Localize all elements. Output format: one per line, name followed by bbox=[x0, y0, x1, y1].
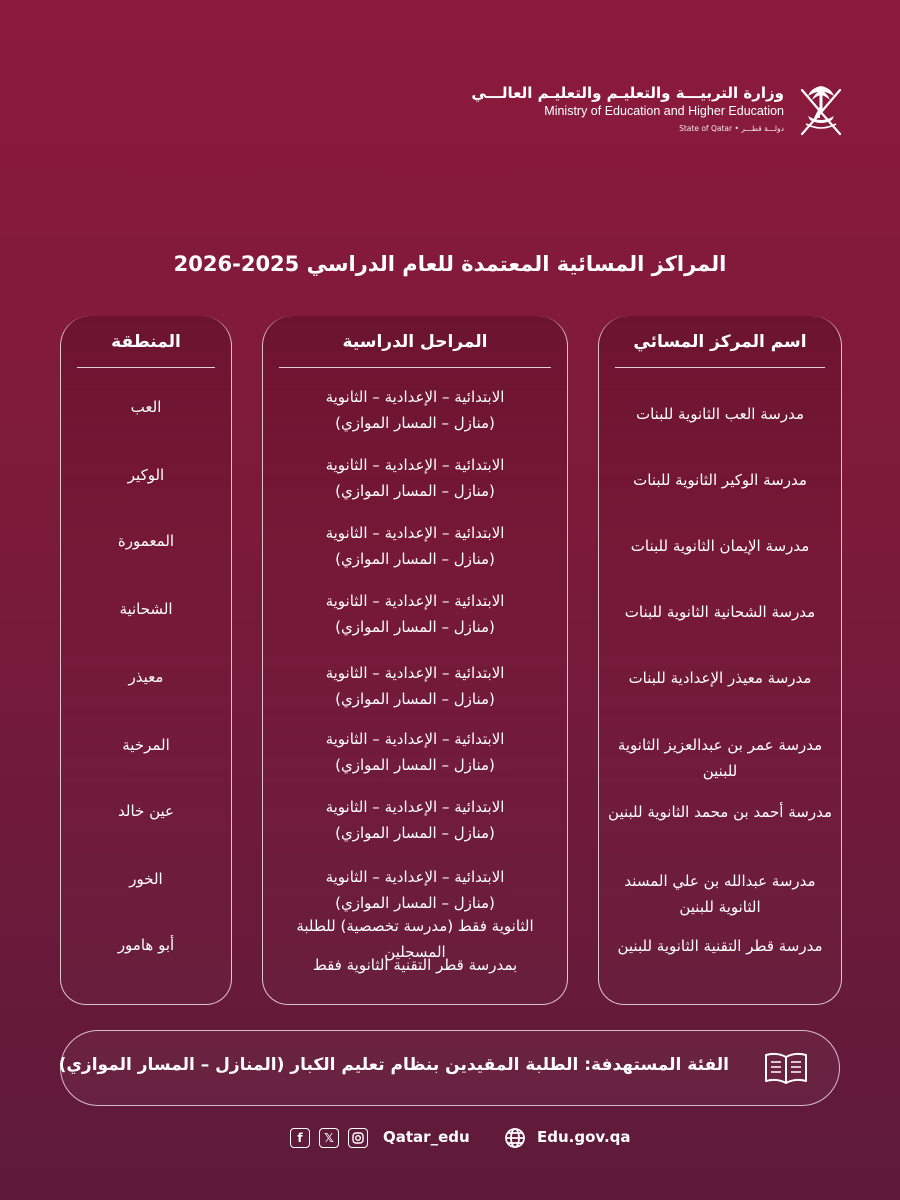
stages-line-1: الابتدائية – الإعدادية – الثانوية bbox=[325, 388, 505, 406]
column-header-region: المنطقة bbox=[111, 332, 181, 352]
stages-line-1: الابتدائية – الإعدادية – الثانوية bbox=[325, 868, 505, 886]
region-cell: المرخية bbox=[122, 736, 170, 754]
stages-line-2: (منازل – المسار الموازي) bbox=[335, 618, 495, 636]
region-cell: الشحانية bbox=[119, 600, 173, 618]
ministry-logo bbox=[471, 80, 846, 144]
region-cell: معيذر bbox=[128, 668, 164, 686]
center-cell: مدرسة معيذر الإعدادية للبنات bbox=[628, 669, 812, 687]
center-cell: مدرسة العب الثانوية للبنات bbox=[635, 405, 805, 423]
stages-line-1: الابتدائية – الإعدادية – الثانوية bbox=[325, 798, 505, 816]
column-header-center: اسم المركز المسائي bbox=[633, 332, 807, 352]
column-stages bbox=[262, 316, 568, 1005]
stages-line-2: (منازل – المسار الموازي) bbox=[335, 414, 495, 432]
center-cell: مدرسة الوكير الثانوية للبنات bbox=[633, 471, 807, 489]
stages-line-2: بمدرسة قطر التقنية الثانوية فقط bbox=[312, 956, 518, 974]
stages-line-2: (منازل – المسار الموازي) bbox=[335, 690, 495, 708]
column-header-stages: المراحل الدراسية bbox=[342, 332, 488, 352]
open-book-icon bbox=[763, 1051, 809, 1087]
target-audience-text: الفئة المستهدفة: الطلبة المقيدين بنظام تعليم الكبار (المنازل – المسار الموازي) bbox=[58, 1055, 729, 1075]
center-cell: مدرسة قطر التقنية الثانوية للبنين bbox=[617, 937, 823, 955]
stages-line-1: الابتدائية – الإعدادية – الثانوية bbox=[325, 456, 505, 474]
website-link[interactable]: Edu.gov.qa bbox=[537, 1128, 631, 1146]
region-cell: أبو هامور bbox=[117, 936, 175, 954]
stages-line-1: الابتدائية – الإعدادية – الثانوية bbox=[325, 664, 505, 682]
stages-line-1: الابتدائية – الإعدادية – الثانوية bbox=[325, 730, 505, 748]
region-cell: المعمورة bbox=[117, 532, 175, 550]
region-cell: الخور bbox=[129, 870, 163, 888]
region-cell: الوكير bbox=[127, 466, 165, 484]
stages-line-2: (منازل – المسار الموازي) bbox=[335, 482, 495, 500]
globe-icon bbox=[504, 1127, 526, 1149]
column-divider bbox=[279, 367, 551, 368]
column-divider bbox=[77, 367, 215, 368]
instagram-icon[interactable] bbox=[348, 1128, 368, 1148]
ministry-name-english: Ministry of Education and Higher Education bbox=[544, 104, 784, 118]
stages-line-1: الابتدائية – الإعدادية – الثانوية bbox=[325, 524, 505, 542]
stages-line-2: (منازل – المسار الموازي) bbox=[335, 894, 495, 912]
target-audience-box bbox=[60, 1030, 840, 1106]
region-cell: عين خالد bbox=[118, 802, 174, 820]
center-cell: مدرسة الإيمان الثانوية للبنات bbox=[630, 537, 810, 555]
stages-line-1: الثانوية فقط (مدرسة تخصصية) للطلبة المسجلين bbox=[296, 917, 534, 961]
qatar-emblem-icon bbox=[796, 80, 846, 140]
x-twitter-icon[interactable]: 𝕏 bbox=[319, 1128, 339, 1148]
stages-line-2: (منازل – المسار الموازي) bbox=[335, 824, 495, 842]
column-divider bbox=[615, 367, 825, 368]
ministry-name-arabic: وزارة التربيـــة والتعليـم والتعليـم العالـــي bbox=[471, 84, 784, 102]
stages-line-2: (منازل – المسار الموازي) bbox=[335, 756, 495, 774]
page-title: المراكز المسائية المعتمدة للعام الدراسي 2025-2026 bbox=[173, 252, 727, 276]
stages-line-1: الابتدائية – الإعدادية – الثانوية bbox=[325, 592, 505, 610]
social-handle[interactable]: Qatar_edu bbox=[383, 1128, 470, 1146]
center-cell: مدرسة عمر بن عبدالعزيز الثانوية للبنين bbox=[617, 736, 823, 780]
column-center-name bbox=[598, 316, 842, 1005]
center-cell: مدرسة الشحانية الثانوية للبنات bbox=[624, 603, 816, 621]
center-cell: مدرسة أحمد بن محمد الثانوية للبنين bbox=[608, 803, 832, 821]
center-cell: مدرسة عبدالله بن علي المسند الثانوية للبنين bbox=[624, 872, 816, 916]
column-region bbox=[60, 316, 232, 1005]
facebook-icon[interactable]: f bbox=[290, 1128, 310, 1148]
state-of-qatar-label: State of Qatar • دولـــة قطـــر bbox=[679, 124, 784, 133]
stages-line-2: (منازل – المسار الموازي) bbox=[335, 550, 495, 568]
region-cell: العب bbox=[130, 398, 162, 416]
footer bbox=[0, 1126, 900, 1154]
